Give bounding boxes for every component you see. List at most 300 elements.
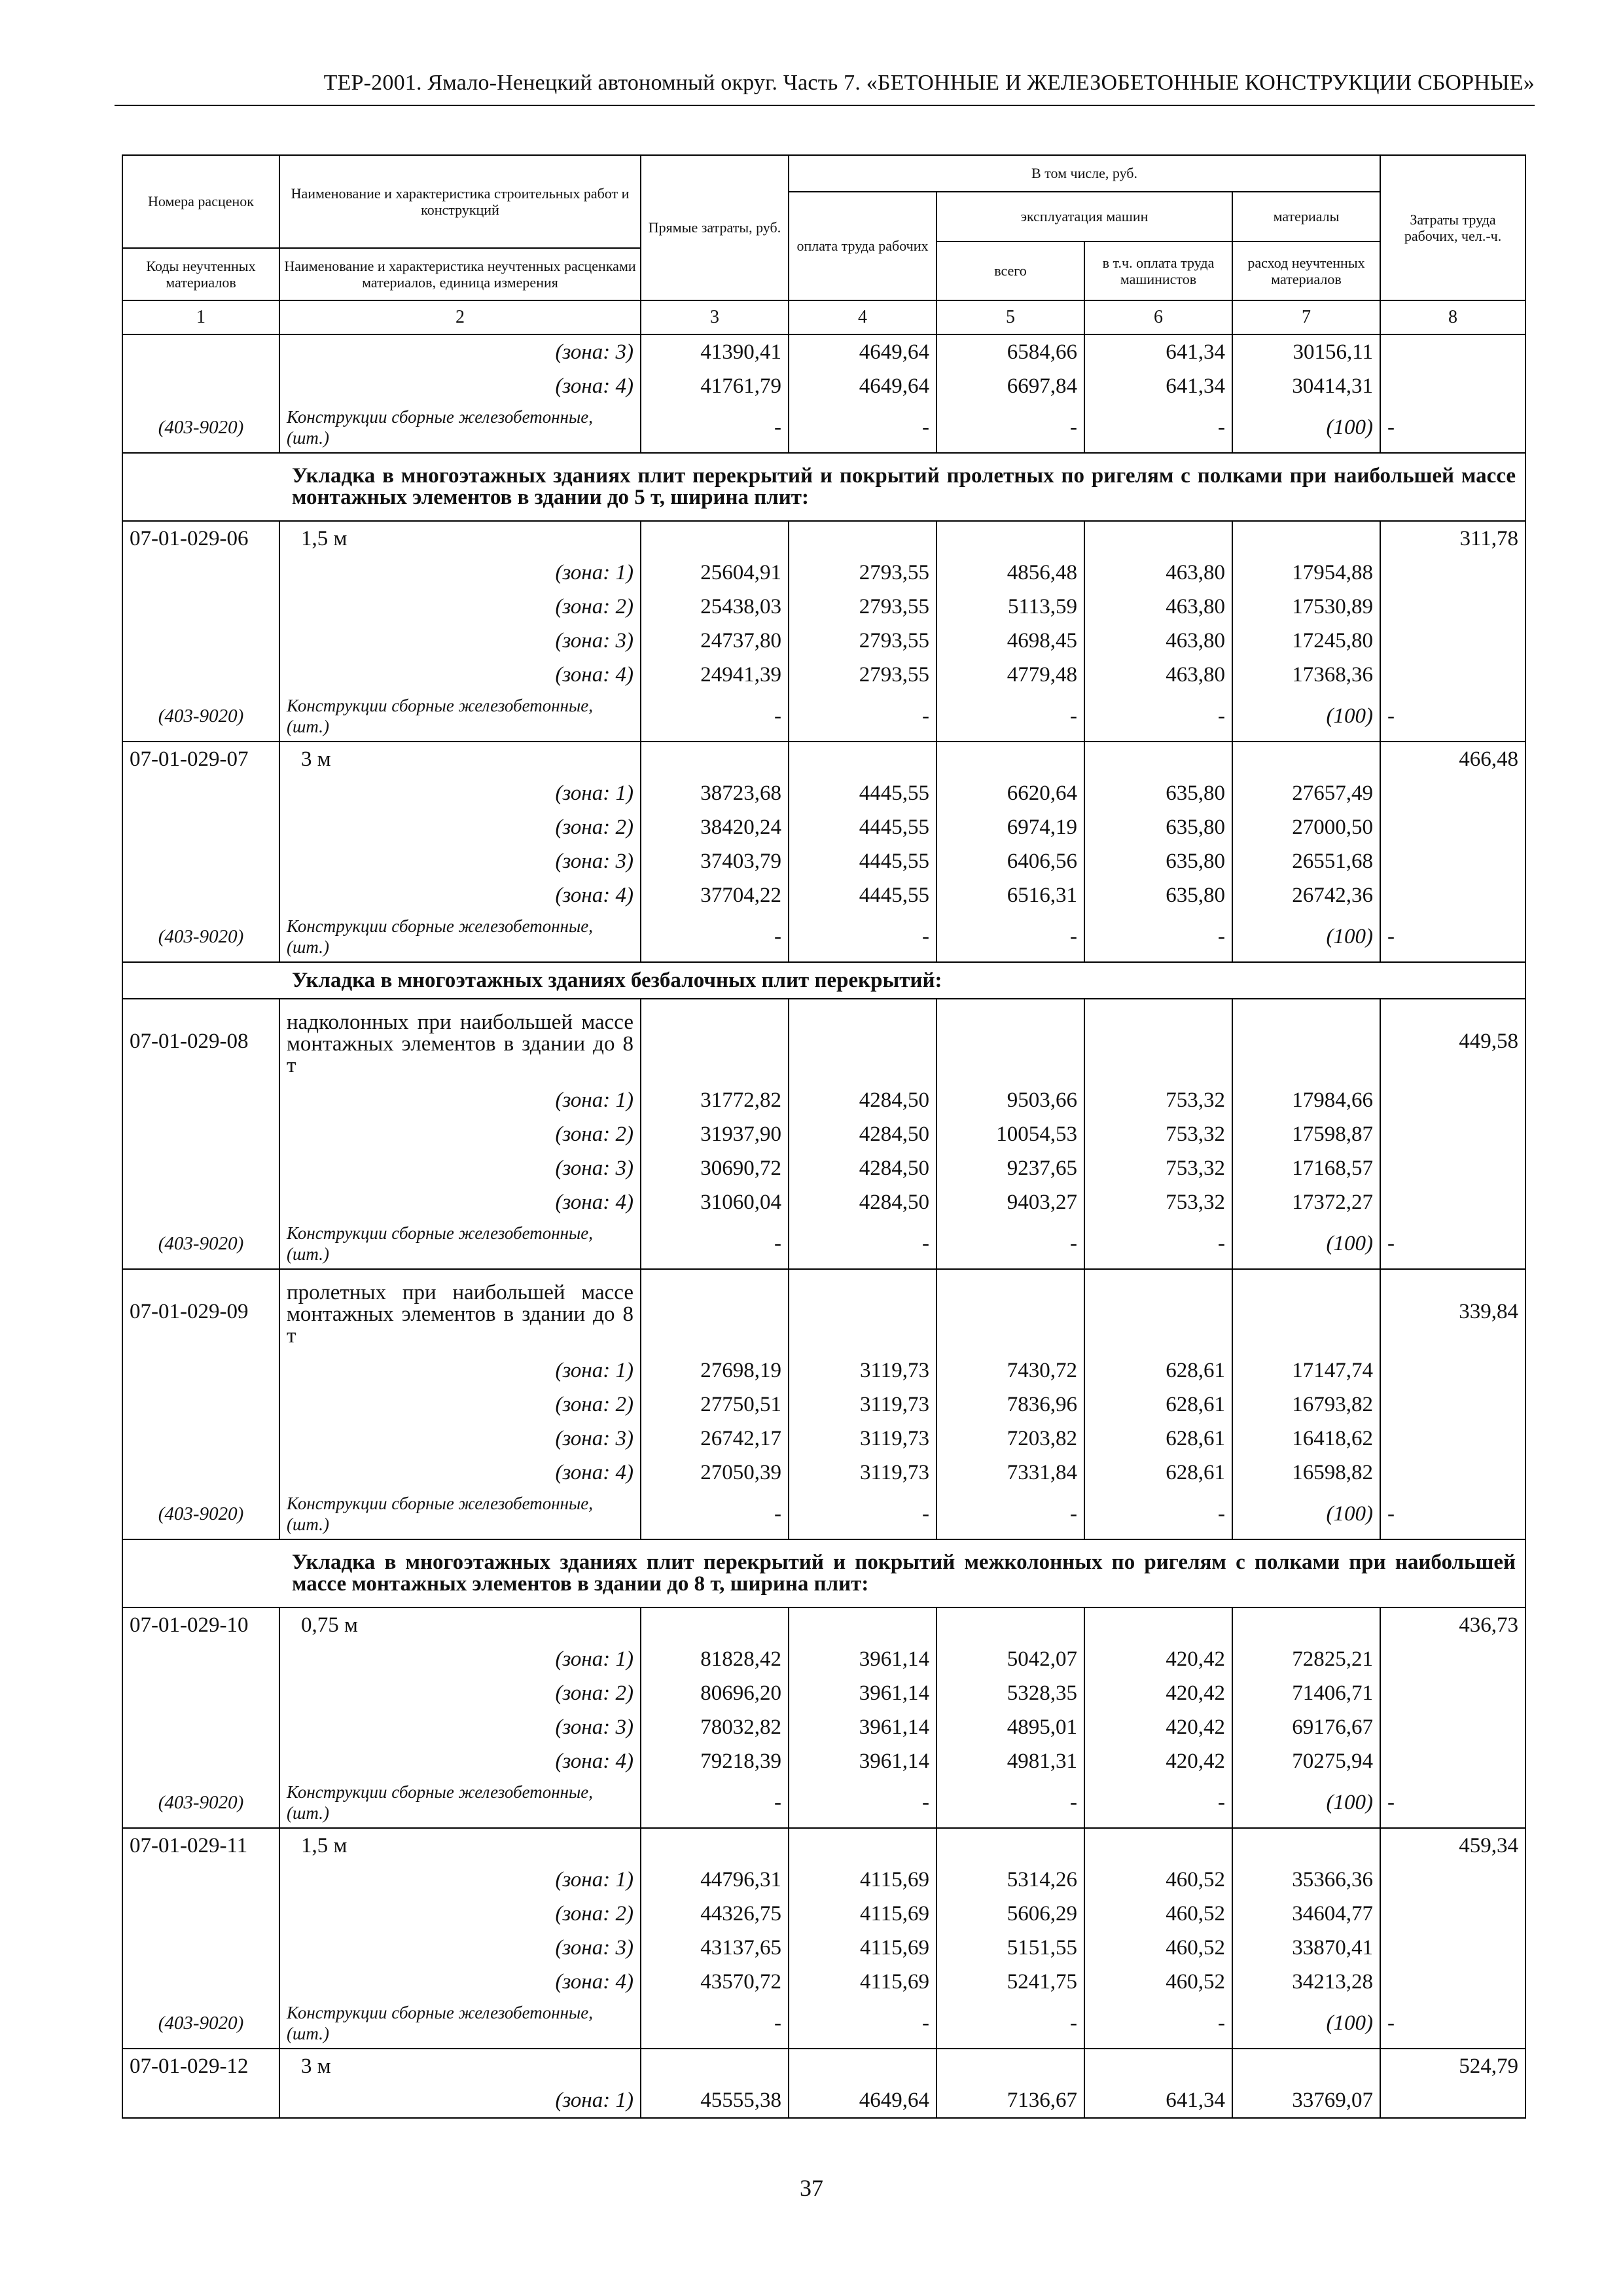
- zone-label: (зона: 4): [279, 658, 641, 692]
- labor-cost: 339,84: [1380, 1269, 1525, 1354]
- zone-row: [122, 1388, 1525, 1422]
- page-header: ТЕР-2001. Ямало-Ненецкий автономный округ. Часть 7. «БЕТОННЫЕ И ЖЕЛЕЗОБЕТОННЫЕ КОНСТРУКЦИИ СБОРНЫЕ»: [323, 71, 1535, 95]
- zone-label: (зона: 3): [279, 844, 641, 878]
- rate-code: 07-01-029-08: [122, 999, 279, 1083]
- machinist-pay: 463,80: [1084, 556, 1232, 590]
- machines-total: 6697,84: [936, 369, 1084, 403]
- dash: -: [1084, 1490, 1232, 1539]
- zone-row: [122, 776, 1525, 810]
- direct-cost: 38723,68: [641, 776, 789, 810]
- zone-row: [122, 1422, 1525, 1456]
- empty-cell: [789, 999, 936, 1083]
- rate-header-row: [122, 2049, 1525, 2083]
- code-cell: [122, 1642, 279, 1676]
- materials-cost: 17984,66: [1232, 1083, 1380, 1117]
- labor-cell: [1380, 1185, 1525, 1219]
- code-cell: [122, 844, 279, 878]
- direct-cost: 79218,39: [641, 1744, 789, 1778]
- materials-cost: 17530,89: [1232, 590, 1380, 624]
- empty-cell: [936, 1828, 1084, 1863]
- zone-label: (зона: 4): [279, 1965, 641, 1999]
- machines-total: 9503,66: [936, 1083, 1084, 1117]
- dash: -: [641, 1490, 789, 1539]
- labor-cost: 459,34: [1380, 1828, 1525, 1863]
- material-row: [122, 692, 1525, 742]
- code-cell: [122, 1456, 279, 1490]
- labor-cell: [1380, 776, 1525, 810]
- direct-cost: 31772,82: [641, 1083, 789, 1117]
- code-cell: [122, 1422, 279, 1456]
- rate-code: 07-01-029-12: [122, 2049, 279, 2083]
- dash: -: [789, 1778, 936, 1828]
- materials-cost: 70275,94: [1232, 1744, 1380, 1778]
- rate-block: [122, 1828, 1525, 2049]
- code-cell: [122, 1710, 279, 1744]
- machinist-pay: 641,34: [1084, 2083, 1232, 2118]
- labor-cell: [1380, 1676, 1525, 1710]
- direct-cost: 24941,39: [641, 658, 789, 692]
- empty-cell: [641, 1269, 789, 1354]
- zone-row: [122, 1185, 1525, 1219]
- column-number: 5: [936, 300, 1084, 334]
- machinist-pay: 641,34: [1084, 369, 1232, 403]
- dash: -: [936, 692, 1084, 742]
- dash: -: [936, 403, 1084, 453]
- worker-pay: 4284,50: [789, 1151, 936, 1185]
- labor-cell: [1380, 1422, 1525, 1456]
- empty-cell: [1084, 1269, 1232, 1354]
- direct-cost: 81828,42: [641, 1642, 789, 1676]
- zone-row: [122, 810, 1525, 844]
- zone-label: (зона: 1): [279, 1642, 641, 1676]
- empty-cell: [1232, 2049, 1380, 2083]
- dash: -: [641, 692, 789, 742]
- zone-label: (зона: 3): [279, 1710, 641, 1744]
- zone-row: [122, 878, 1525, 912]
- zone-label: (зона: 3): [279, 1931, 641, 1965]
- labor-cell: [1380, 1354, 1525, 1388]
- dash: -: [1084, 1999, 1232, 2049]
- machinist-pay: 420,42: [1084, 1676, 1232, 1710]
- machinist-pay: 420,42: [1084, 1642, 1232, 1676]
- materials-cost: 17598,87: [1232, 1117, 1380, 1151]
- empty-cell: [1232, 1828, 1380, 1863]
- column-number: 2: [279, 300, 641, 334]
- zone-label: (зона: 2): [279, 1388, 641, 1422]
- machinist-pay: 635,80: [1084, 844, 1232, 878]
- labor-cell: [1380, 1897, 1525, 1931]
- dash: -: [641, 1219, 789, 1269]
- direct-cost: 80696,20: [641, 1676, 789, 1710]
- empty-cell: [641, 2049, 789, 2083]
- section-heading: [122, 453, 1525, 521]
- column-number: 1: [122, 300, 279, 334]
- code-cell: [122, 1354, 279, 1388]
- machines-total: 4856,48: [936, 556, 1084, 590]
- dash: -: [1380, 1778, 1525, 1828]
- dash: -: [1084, 1219, 1232, 1269]
- machinist-pay: 463,80: [1084, 658, 1232, 692]
- worker-pay: 3961,14: [789, 1676, 936, 1710]
- work-name: пролетных при наибольшей массе монтажных элементов в здании до 8 т: [279, 1269, 641, 1354]
- worker-pay: 4115,69: [789, 1965, 936, 1999]
- machines-total: 7203,82: [936, 1422, 1084, 1456]
- labor-cell: [1380, 810, 1525, 844]
- zone-row: [122, 1744, 1525, 1778]
- machines-total-header: всего: [936, 242, 1084, 300]
- zone-label: (зона: 2): [279, 810, 641, 844]
- zone-label: (зона: 1): [279, 1083, 641, 1117]
- empty-cell: [789, 1828, 936, 1863]
- empty-cell: [936, 521, 1084, 556]
- dash: -: [1380, 403, 1525, 453]
- direct-cost: 38420,24: [641, 810, 789, 844]
- dash: -: [641, 912, 789, 962]
- materials-cost: 17168,57: [1232, 1151, 1380, 1185]
- worker-pay: 4649,64: [789, 369, 936, 403]
- zone-row: [122, 1863, 1525, 1897]
- direct-cost-header: Прямые затраты, руб.: [641, 155, 789, 300]
- machines-total: 6584,66: [936, 334, 1084, 369]
- machinist-pay: 463,80: [1084, 590, 1232, 624]
- zone-row: [122, 556, 1525, 590]
- material-code: (403-9020): [122, 403, 279, 453]
- labor-cell: [1380, 1710, 1525, 1744]
- direct-cost: 37704,22: [641, 878, 789, 912]
- col2-bottom-header: Наименование и характеристика неучтенных расценками материалов, единица измерения: [279, 248, 641, 300]
- direct-cost: 41390,41: [641, 334, 789, 369]
- material-quantity: (100): [1232, 912, 1380, 962]
- materials-cost: 26742,36: [1232, 878, 1380, 912]
- empty-cell: [1232, 1269, 1380, 1354]
- labor-cell: [1380, 1965, 1525, 1999]
- zone-row: [122, 1642, 1525, 1676]
- material-name: Конструкции сборные железобетонные, (шт.): [279, 912, 641, 962]
- zone-row: [122, 1965, 1525, 1999]
- column-number-row: [122, 300, 1525, 334]
- dash: -: [936, 1490, 1084, 1539]
- machinist-pay: 420,42: [1084, 1710, 1232, 1744]
- materials-cost: 16418,62: [1232, 1422, 1380, 1456]
- machines-total: 5113,59: [936, 590, 1084, 624]
- zone-label: (зона: 4): [279, 369, 641, 403]
- worker-pay: 3961,14: [789, 1710, 936, 1744]
- worker-pay: 2793,55: [789, 590, 936, 624]
- material-quantity: (100): [1232, 1778, 1380, 1828]
- empty-cell: [936, 999, 1084, 1083]
- machinist-pay: 463,80: [1084, 624, 1232, 658]
- empty-cell: [1232, 742, 1380, 776]
- empty-cell: [789, 521, 936, 556]
- rate-header-row: [122, 999, 1525, 1083]
- material-name: Конструкции сборные железобетонные, (шт.): [279, 1778, 641, 1828]
- direct-cost: 44796,31: [641, 1863, 789, 1897]
- zone-label: (зона: 3): [279, 1422, 641, 1456]
- materials-cost: 17147,74: [1232, 1354, 1380, 1388]
- zone-label: (зона: 3): [279, 624, 641, 658]
- code-cell: [122, 776, 279, 810]
- machinist-pay: 753,32: [1084, 1083, 1232, 1117]
- zone-label: (зона: 4): [279, 878, 641, 912]
- zone-row: [122, 590, 1525, 624]
- code-cell: [122, 1083, 279, 1117]
- labor-cost: 436,73: [1380, 1607, 1525, 1642]
- empty-cell: [641, 1607, 789, 1642]
- machines-total: 6620,64: [936, 776, 1084, 810]
- labor-cost-header: Затраты труда рабочих, чел.-ч.: [1380, 155, 1525, 300]
- zone-row: [122, 1083, 1525, 1117]
- machines-total: 10054,53: [936, 1117, 1084, 1151]
- rate-header-row: [122, 521, 1525, 556]
- machines-total: 9403,27: [936, 1185, 1084, 1219]
- section-title: Укладка в многоэтажных зданиях плит перекрытий и покрытий межколонных по ригелям с полками при наибольшей массе монтажных элементов в здании до 8 т, ширина плит:: [122, 1539, 1525, 1607]
- empty-cell: [1232, 1607, 1380, 1642]
- direct-cost: 43570,72: [641, 1965, 789, 1999]
- rate-header-row: [122, 1607, 1525, 1642]
- empty-cell: [936, 1269, 1084, 1354]
- machines-total: 5314,26: [936, 1863, 1084, 1897]
- rate-code: 07-01-029-11: [122, 1828, 279, 1863]
- labor-cell: [1380, 1388, 1525, 1422]
- worker-pay: 4115,69: [789, 1897, 936, 1931]
- zone-row: [122, 2083, 1525, 2118]
- dash: -: [1380, 1999, 1525, 2049]
- direct-cost: 24737,80: [641, 624, 789, 658]
- materials-cost: 27000,50: [1232, 810, 1380, 844]
- code-cell: [122, 1676, 279, 1710]
- machinist-pay: 628,61: [1084, 1388, 1232, 1422]
- machinist-pay: 753,32: [1084, 1185, 1232, 1219]
- rate-header-row: [122, 1269, 1525, 1354]
- work-name: 0,75 м: [279, 1607, 641, 1642]
- labor-cost: 466,48: [1380, 742, 1525, 776]
- machines-total: 5042,07: [936, 1642, 1084, 1676]
- machines-total: 7331,84: [936, 1456, 1084, 1490]
- empty-cell: [936, 2049, 1084, 2083]
- machinist-pay: 460,52: [1084, 1863, 1232, 1897]
- material-quantity: (100): [1232, 1219, 1380, 1269]
- direct-cost: 43137,65: [641, 1931, 789, 1965]
- direct-cost: 27050,39: [641, 1456, 789, 1490]
- materials-cost: 34604,77: [1232, 1897, 1380, 1931]
- code-cell: [122, 590, 279, 624]
- column-number: 4: [789, 300, 936, 334]
- worker-pay: 4445,55: [789, 844, 936, 878]
- empty-cell: [936, 742, 1084, 776]
- work-name: надколонных при наибольшей массе монтажных элементов в здании до 8 т: [279, 999, 641, 1083]
- machines-total: 5328,35: [936, 1676, 1084, 1710]
- direct-cost: 44326,75: [641, 1897, 789, 1931]
- rate-code: 07-01-029-10: [122, 1607, 279, 1642]
- labor-cell: [1380, 369, 1525, 403]
- col1-bottom-header: Коды неучтенных материалов: [122, 248, 279, 300]
- worker-pay: 2793,55: [789, 658, 936, 692]
- labor-cell: [1380, 844, 1525, 878]
- materials-cost: 30156,11: [1232, 334, 1380, 369]
- labor-cell: [1380, 590, 1525, 624]
- machines-total: 4981,31: [936, 1744, 1084, 1778]
- worker-pay: 3119,73: [789, 1354, 936, 1388]
- materials-cost: 26551,68: [1232, 844, 1380, 878]
- code-cell: [122, 810, 279, 844]
- zone-label: (зона: 2): [279, 1117, 641, 1151]
- worker-pay: 4284,50: [789, 1117, 936, 1151]
- labor-cell: [1380, 878, 1525, 912]
- labor-cell: [1380, 2083, 1525, 2118]
- rate-block: [122, 1607, 1525, 1828]
- machines-total: 5606,29: [936, 1897, 1084, 1931]
- zone-row: [122, 658, 1525, 692]
- worker-pay: 4445,55: [789, 878, 936, 912]
- worker-pay: 2793,55: [789, 556, 936, 590]
- materials-cost: 33769,07: [1232, 2083, 1380, 2118]
- work-name: 1,5 м: [279, 521, 641, 556]
- empty-cell: [1084, 999, 1232, 1083]
- rate-header-row: [122, 742, 1525, 776]
- dash: -: [641, 1999, 789, 2049]
- section-title: Укладка в многоэтажных зданиях безбалочных плит перекрытий:: [122, 962, 1525, 999]
- material-name: Конструкции сборные железобетонные, (шт.): [279, 692, 641, 742]
- machinist-pay: 628,61: [1084, 1456, 1232, 1490]
- machinist-pay: 460,52: [1084, 1965, 1232, 1999]
- zone-label: (зона: 2): [279, 1897, 641, 1931]
- material-code: (403-9020): [122, 692, 279, 742]
- worker-pay-header: оплата труда рабочих: [789, 192, 936, 300]
- materials-header: материалы: [1232, 192, 1380, 242]
- column-number: 8: [1380, 300, 1525, 334]
- material-name: Конструкции сборные железобетонные, (шт.): [279, 1219, 641, 1269]
- code-cell: [122, 334, 279, 369]
- machines-total: 5241,75: [936, 1965, 1084, 1999]
- machinist-pay: 753,32: [1084, 1117, 1232, 1151]
- work-name: 3 м: [279, 2049, 641, 2083]
- empty-cell: [789, 1607, 936, 1642]
- zone-label: (зона: 1): [279, 776, 641, 810]
- zone-row: [122, 1456, 1525, 1490]
- col1-top-header: Номера расценок: [122, 155, 279, 248]
- dash: -: [789, 1490, 936, 1539]
- empty-cell: [1232, 999, 1380, 1083]
- materials-cost: 34213,28: [1232, 1965, 1380, 1999]
- labor-cell: [1380, 624, 1525, 658]
- machines-total: 6516,31: [936, 878, 1084, 912]
- section-heading: [122, 1539, 1525, 1607]
- dash: -: [1380, 912, 1525, 962]
- zone-label: (зона: 4): [279, 1185, 641, 1219]
- empty-cell: [1084, 1828, 1232, 1863]
- machines-total: 7136,67: [936, 2083, 1084, 2118]
- code-cell: [122, 878, 279, 912]
- zone-row: [122, 1710, 1525, 1744]
- column-number: 3: [641, 300, 789, 334]
- machinist-pay: 628,61: [1084, 1354, 1232, 1388]
- machinist-pay: 753,32: [1084, 1151, 1232, 1185]
- page-number: 37: [800, 2175, 823, 2201]
- zone-label: (зона: 3): [279, 334, 641, 369]
- zone-row: [122, 334, 1525, 369]
- worker-pay: 4445,55: [789, 776, 936, 810]
- dash: -: [1380, 1219, 1525, 1269]
- machines-total: 4895,01: [936, 1710, 1084, 1744]
- labor-cell: [1380, 1744, 1525, 1778]
- section-title: Укладка в многоэтажных зданиях плит перекрытий и покрытий пролетных по ригелям с полками при наибольшей массе монтажных элементов в здании до 5 т, ширина плит:: [122, 453, 1525, 521]
- labor-cell: [1380, 1931, 1525, 1965]
- material-name: Конструкции сборные железобетонные, (шт.): [279, 403, 641, 453]
- rate-code: 07-01-029-06: [122, 521, 279, 556]
- material-code: (403-9020): [122, 912, 279, 962]
- work-name: 1,5 м: [279, 1828, 641, 1863]
- empty-cell: [641, 999, 789, 1083]
- zone-row: [122, 1897, 1525, 1931]
- empty-cell: [936, 1607, 1084, 1642]
- rate-header-row: [122, 1828, 1525, 1863]
- rate-code: 07-01-029-07: [122, 742, 279, 776]
- worker-pay: 3119,73: [789, 1456, 936, 1490]
- material-quantity: (100): [1232, 403, 1380, 453]
- zone-label: (зона: 2): [279, 1676, 641, 1710]
- code-cell: [122, 1931, 279, 1965]
- materials-cost: 16793,82: [1232, 1388, 1380, 1422]
- worker-pay: 4115,69: [789, 1931, 936, 1965]
- labor-cell: [1380, 1642, 1525, 1676]
- empty-cell: [1232, 521, 1380, 556]
- empty-cell: [1084, 2049, 1232, 2083]
- worker-pay: 3961,14: [789, 1642, 936, 1676]
- machines-total: 4779,48: [936, 658, 1084, 692]
- dash: -: [936, 912, 1084, 962]
- materials-cost: 17368,36: [1232, 658, 1380, 692]
- dash: -: [936, 1778, 1084, 1828]
- materials-cost: 17372,27: [1232, 1185, 1380, 1219]
- direct-cost: 27750,51: [641, 1388, 789, 1422]
- dash: -: [789, 403, 936, 453]
- empty-cell: [789, 1269, 936, 1354]
- column-number: 7: [1232, 300, 1380, 334]
- empty-cell: [1084, 1607, 1232, 1642]
- zone-row: [122, 1117, 1525, 1151]
- labor-cost: 311,78: [1380, 521, 1525, 556]
- labor-cell: [1380, 1863, 1525, 1897]
- materials-cost: 16598,82: [1232, 1456, 1380, 1490]
- zone-label: (зона: 1): [279, 1863, 641, 1897]
- direct-cost: 26742,17: [641, 1422, 789, 1456]
- machinist-pay: 641,34: [1084, 334, 1232, 369]
- zone-row: [122, 1931, 1525, 1965]
- dash: -: [1380, 692, 1525, 742]
- header-rule: [115, 105, 1535, 106]
- material-code: (403-9020): [122, 1999, 279, 2049]
- labor-cost: 524,79: [1380, 2049, 1525, 2083]
- code-cell: [122, 1151, 279, 1185]
- direct-cost: 78032,82: [641, 1710, 789, 1744]
- direct-cost: 31937,90: [641, 1117, 789, 1151]
- machines-total: 7836,96: [936, 1388, 1084, 1422]
- worker-pay: 4284,50: [789, 1185, 936, 1219]
- machinist-pay-header: в т.ч. оплата труда машинистов: [1084, 242, 1232, 300]
- labor-cell: [1380, 1456, 1525, 1490]
- worker-pay: 4115,69: [789, 1863, 936, 1897]
- zone-label: (зона: 3): [279, 1151, 641, 1185]
- direct-cost: 31060,04: [641, 1185, 789, 1219]
- labor-cell: [1380, 1083, 1525, 1117]
- code-cell: [122, 1897, 279, 1931]
- worker-pay: 3961,14: [789, 1744, 936, 1778]
- table-head: [122, 155, 1525, 334]
- machines-total: 6406,56: [936, 844, 1084, 878]
- material-row: [122, 1778, 1525, 1828]
- machinist-pay: 420,42: [1084, 1744, 1232, 1778]
- empty-cell: [789, 742, 936, 776]
